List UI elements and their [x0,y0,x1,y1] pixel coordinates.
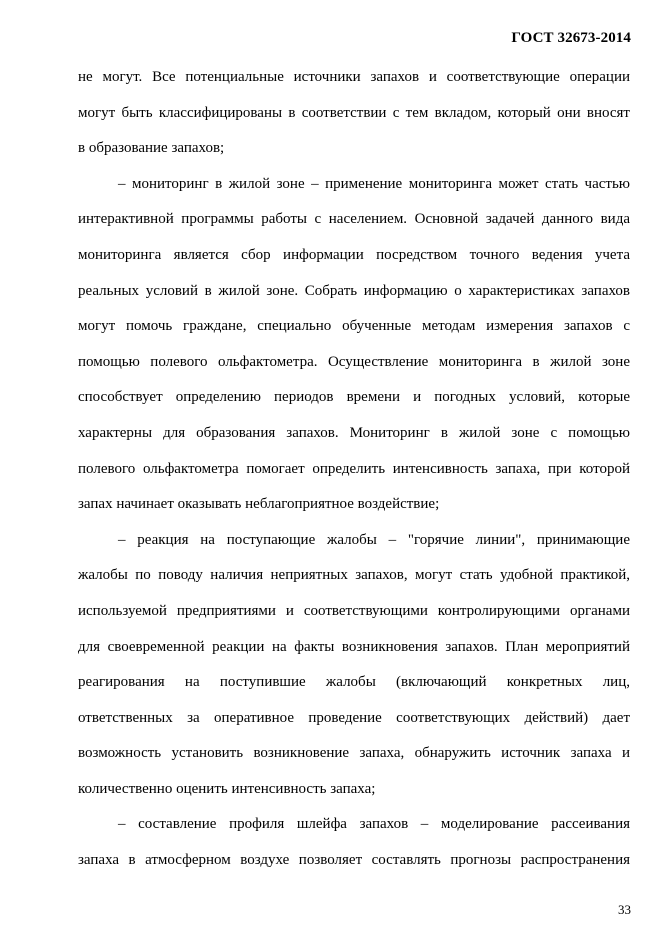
text-line: – мониторинг в жилой зоне – применение мониторинга может стать частью [118,175,630,192]
text-line: мониторинга является сбор информации посредством точного ведения учета [78,246,630,263]
text-line: не могут. Все потенциальные источники запахов и соответствующие операции [78,69,630,85]
text-line: запаха в атмосферном воздухе позволяет составлять прогнозы распространения [78,852,630,869]
text-line: характерны для образования запахов. Мониторинг в жилой зоне с помощью [78,424,630,441]
text-line: – составление профиля шлейфа запахов – моделирование рассеивания [118,816,630,833]
text-line: используемой предприятиями и соответствующими контролирующими органами [78,602,630,619]
text-line: полевого ольфактометра помогает определить интенсивность запаха, при которой [78,460,630,477]
text-line: ответственных за оперативное проведение соответствующих действий) дает [78,709,630,726]
text-line: реагирования на поступившие жалобы (включающий конкретных лиц, [78,674,630,691]
text-line: реальных условий в жилой зоне. Собрать информацию о характеристиках запахов [78,282,630,299]
text-line: возможность установить возникновение запаха, обнаружить источник запаха и [78,745,630,762]
text-line: – реакция на поступающие жалобы – "горячие линии", принимающие [118,531,630,548]
text-line: интерактивной программы работы с населением. Основной задачей данного вида [78,211,630,228]
text-line: помощью полевого ольфактометра. Осуществление мониторинга в жилой зоне [78,353,630,370]
text-line: в образование запахов; [78,140,225,157]
text-line: могут помочь граждане, специально обученные методам измерения запахов с [78,318,630,335]
page-number: 33 [618,902,631,917]
text-line: запах начинает оказывать неблагоприятное воздействие; [78,496,440,513]
text-line: могут быть классифицированы в соответствии с тем вкладом, который они вносят [78,104,630,121]
text-line: количественно оценить интенсивность запаха; [78,780,376,797]
text-line: способствует определению периодов времени и погодных условий, которые [78,389,630,406]
document-header: ГОСТ 32673-2014 [511,30,631,46]
text-line: жалобы по поводу наличия неприятных запахов, могут стать удобной практикой, [78,567,630,584]
text-line: для своевременной реакции на факты возникновения запахов. План мероприятий [78,638,630,655]
body-text [78,60,630,879]
